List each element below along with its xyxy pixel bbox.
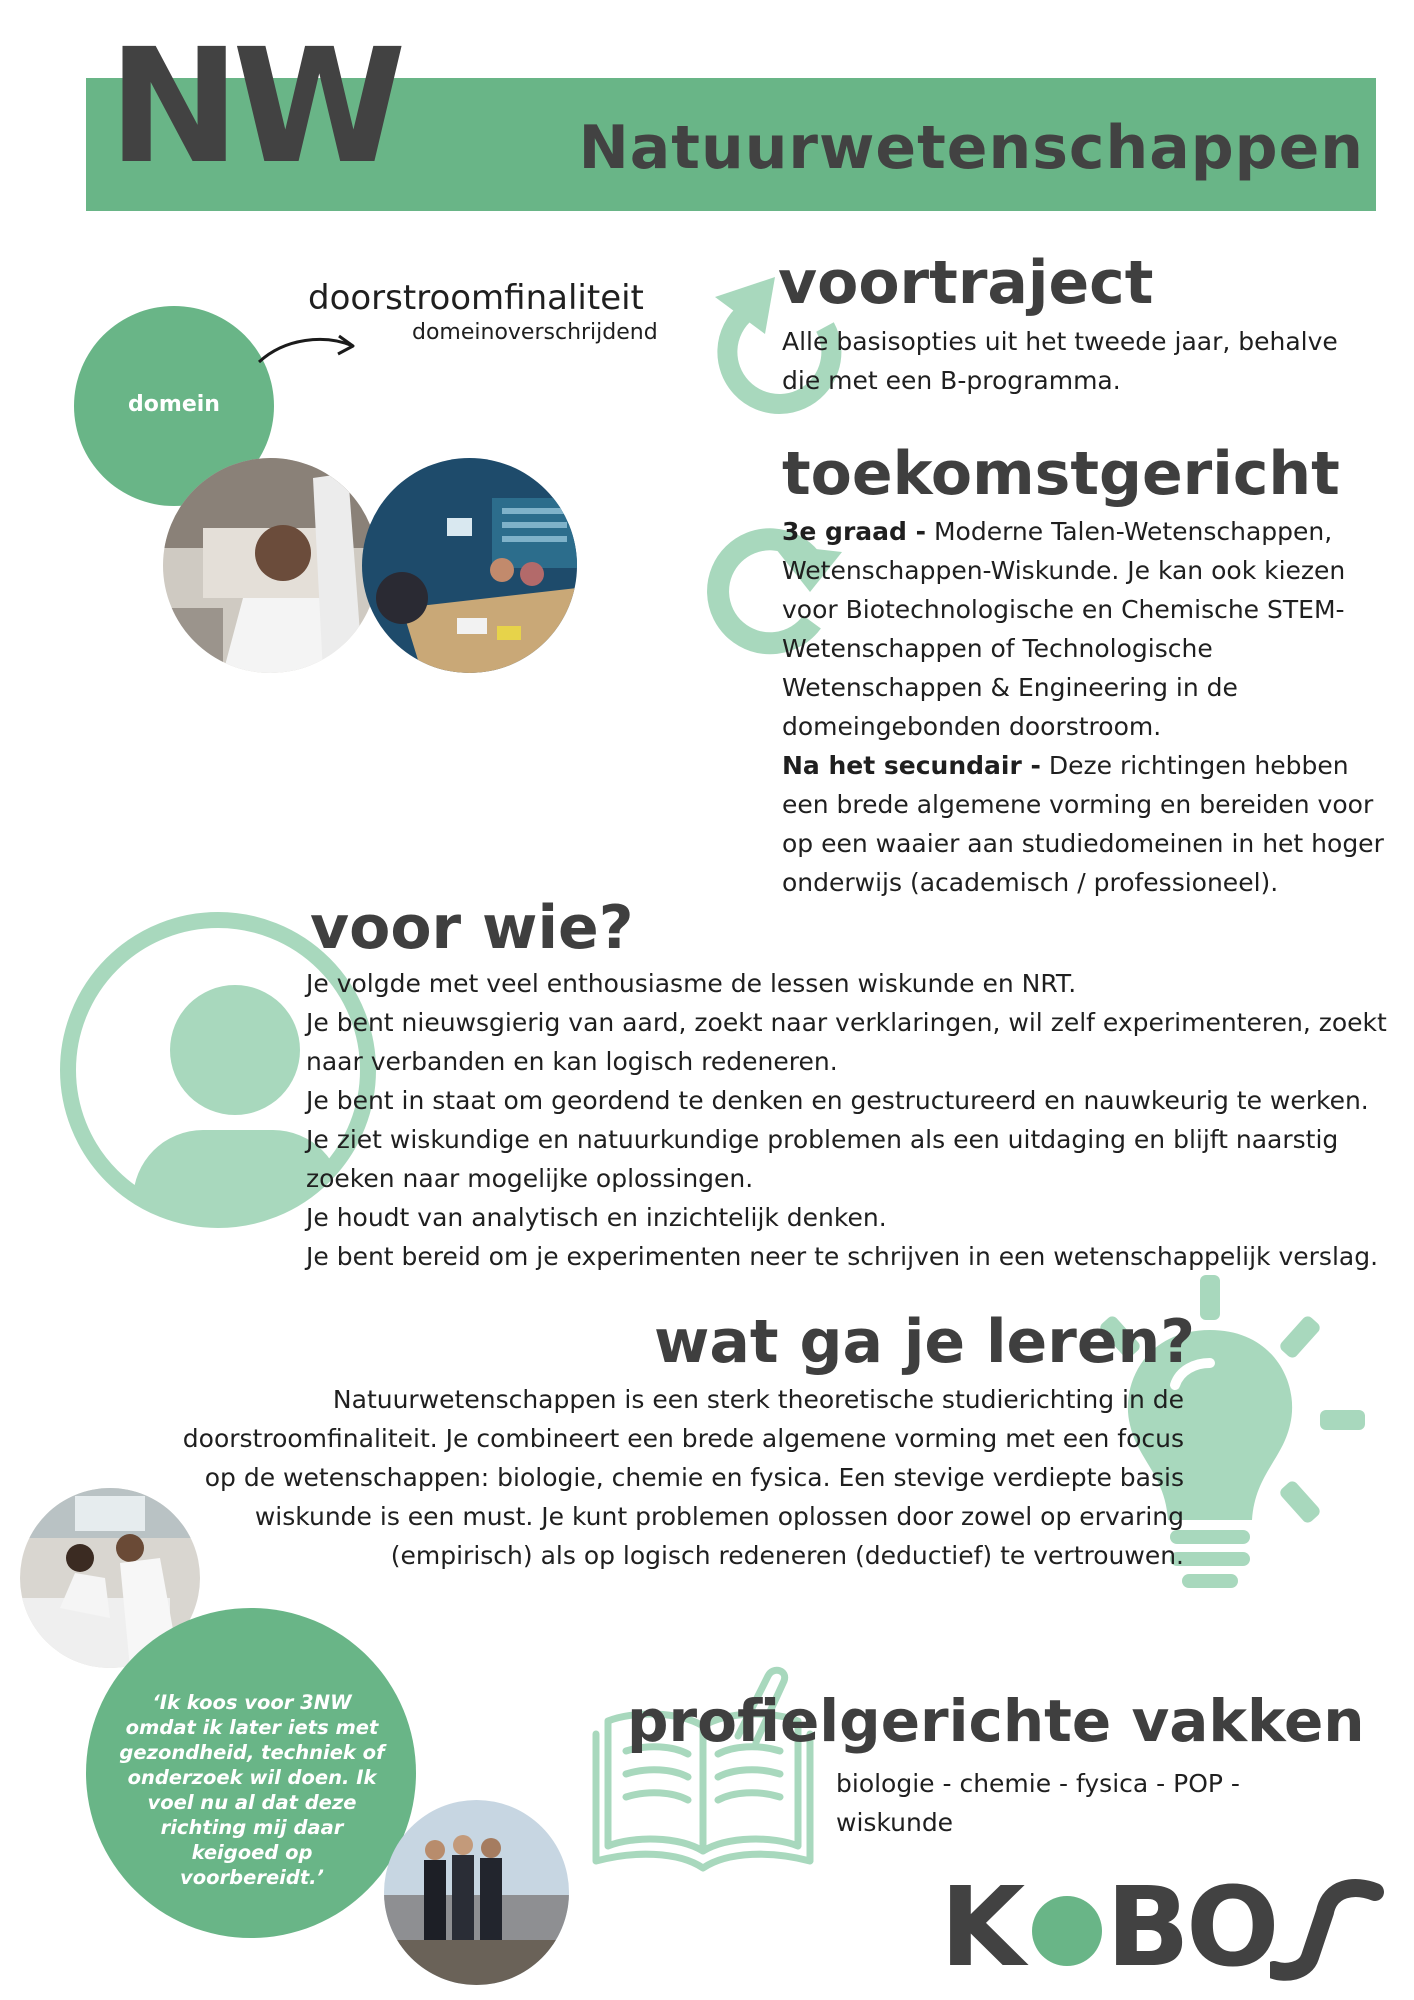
logo-letter-b: B bbox=[1106, 1863, 1190, 1991]
vakken-heading: profielgerichte vakken bbox=[627, 1687, 1365, 1755]
voor-wie-line: naar verbanden en kan logisch redeneren. bbox=[306, 1047, 838, 1076]
voor-wie-heading: voor wie? bbox=[310, 893, 634, 963]
leren-line: wiskunde is een must. Je kunt problemen oplossen door zowel op ervaring bbox=[254, 1502, 1184, 1531]
voor-wie-line: Je houdt van analytisch en inzichtelijk denken. bbox=[306, 1203, 887, 1232]
vakken-line-2: wiskunde bbox=[836, 1808, 954, 1837]
voortraject-heading: voortraject bbox=[778, 248, 1154, 318]
photo-classroom-table bbox=[362, 458, 577, 673]
leren-heading: wat ga je leren? bbox=[654, 1307, 1196, 1377]
photo-student-lab-coat bbox=[163, 458, 378, 673]
finaliteit-sublabel: domeinoverschrijdend bbox=[412, 320, 658, 345]
logo-letter-o: O bbox=[1186, 1863, 1280, 1991]
toekomstgericht-heading: toekomstgericht bbox=[782, 439, 1340, 509]
finaliteit-label: doorstroomfinaliteit bbox=[308, 278, 644, 318]
logo-s-swoosh bbox=[1270, 1872, 1385, 1982]
graad-label: 3e graad - bbox=[782, 517, 926, 546]
logo-green-dot bbox=[1032, 1896, 1102, 1966]
leren-line: op de wetenschappen: biologie, chemie en fysica. Een stevige verdiepte basis bbox=[204, 1463, 1184, 1492]
voor-wie-list bbox=[306, 964, 1396, 1276]
kobos-logo bbox=[940, 1863, 1390, 1991]
graad-text: Moderne Talen-Wetenschappen, Wetenschappen-Wiskunde. Je kan ook kiezen voor Biotechnologische en Chemische STEM-Wetenschappen of Technologische Wetenschappen & Engineering in de domeingebonden doorstroom. bbox=[782, 517, 1346, 741]
voor-wie-line: Je bent bereid om je experimenten neer te schrijven in een wetenschappelijk verslag. bbox=[306, 1242, 1379, 1271]
leren-line: doorstroomfinaliteit. Je combineert een brede algemene vorming met een focus bbox=[182, 1424, 1184, 1453]
voor-wie-line: Je bent in staat om geordend te denken en gestructureerd en nauwkeurig te werken. bbox=[306, 1086, 1369, 1115]
vakken-line-1: biologie - chemie - fysica - POP - bbox=[836, 1769, 1240, 1798]
voor-wie-line: Je bent nieuwsgierig van aard, zoekt naar verklaringen, wil zelf experimenteren, zoekt bbox=[306, 1008, 1387, 1037]
student-quote: ‘Ik koos voor 3NW omdat ik later iets met gezondheid, techniek of onderzoek wil doen. Ik voel nu al dat deze richting mij daar keigoed op voorbereidt.’ bbox=[119, 1691, 385, 1889]
page-title: Natuurwetenschappen bbox=[578, 113, 1364, 183]
voor-wie-line: Je ziet wiskundige en natuurkundige problemen als een uitdaging en blijft naarstig bbox=[306, 1125, 1339, 1154]
leren-line: Natuurwetenschappen is een sterk theoretische studierichting in de bbox=[332, 1385, 1184, 1414]
logo-letter-k: K bbox=[940, 1863, 1026, 1991]
photo-students-rooftop bbox=[384, 1800, 569, 1985]
abbreviation-title: NW bbox=[108, 15, 399, 199]
secundair-label: Na het secundair - bbox=[782, 751, 1041, 780]
domain-label: domein bbox=[128, 392, 220, 417]
curved-arrow-icon bbox=[255, 328, 360, 366]
leren-text bbox=[150, 1380, 1184, 1575]
toekomstgericht-text bbox=[782, 512, 1398, 902]
secundair-text: Deze richtingen hebben een brede algemene vorming en bereiden voor op een waaier aan studiedomeinen in het hoger onderwijs (academisch / professioneel). bbox=[782, 751, 1384, 897]
voor-wie-line: Je volgde met veel enthousiasme de lessen wiskunde en NRT. bbox=[306, 969, 1077, 998]
voor-wie-line: zoeken naar mogelijke oplossingen. bbox=[306, 1164, 754, 1193]
leren-line: (empirisch) als op logisch redeneren (deductief) te vertrouwen. bbox=[390, 1541, 1184, 1570]
voortraject-text: Alle basisopties uit het tweede jaar, behalve die met een B-programma. bbox=[782, 327, 1338, 395]
